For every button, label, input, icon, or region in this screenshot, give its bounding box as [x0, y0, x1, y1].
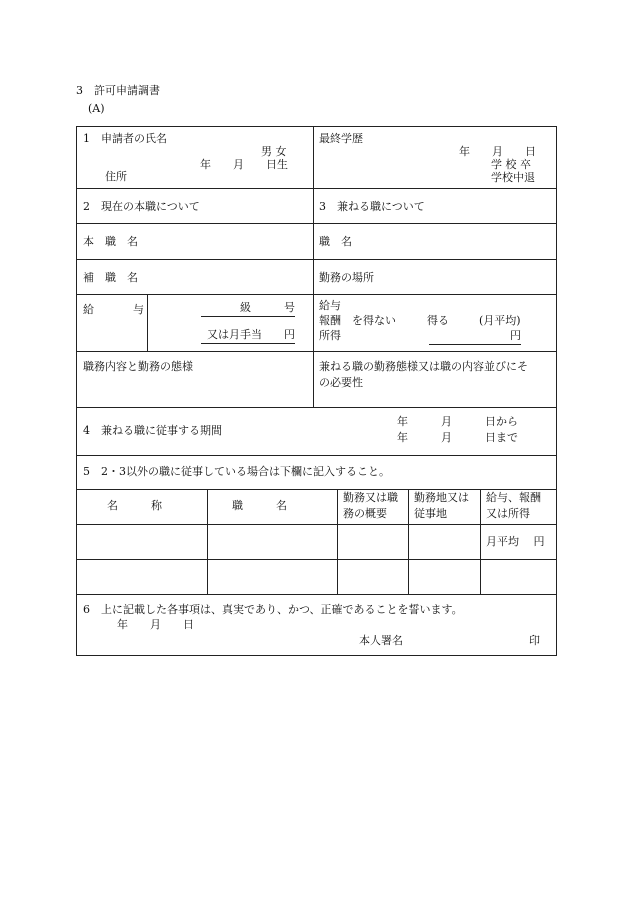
address-label: 住所 [105, 170, 127, 183]
pay-line3: 所得 [319, 329, 341, 342]
salary-label-1: 給 [83, 303, 94, 316]
concurrent-content-label-1: 兼ねる職の勤務態様又は職の内容並びにそ [319, 360, 528, 373]
period-to-date[interactable]: 年 月 日まで [397, 431, 518, 444]
current-job-label: 2 現在の本職について [83, 200, 200, 213]
col-title-header: 職 名 [232, 499, 287, 512]
concurrent-job-label: 3 兼ねる職について [319, 200, 425, 213]
row-applicant [77, 127, 556, 189]
row-salary [77, 295, 556, 352]
oath-date[interactable]: 年 月 日 [117, 618, 194, 631]
sex-options[interactable]: 男 女 [261, 145, 287, 158]
seal-mark: 印 [529, 634, 540, 647]
dropped-out-option[interactable]: 学校中退 [491, 171, 535, 184]
salary-label-2: 与 [133, 303, 144, 316]
col-name-header: 名 称 [107, 499, 162, 512]
table-row [77, 560, 556, 595]
col-pay-header-2: 又は所得 [486, 507, 530, 520]
row-job-headers [77, 189, 556, 224]
pay-line1: 給与 [319, 299, 341, 312]
col-duty-header-1: 勤務又は職 [343, 491, 398, 504]
page-header [76, 84, 160, 120]
period-label: 4 兼ねる職に従事する期間 [83, 424, 222, 437]
signature-label: 本人署名 [359, 634, 403, 647]
row-job-content [77, 352, 556, 408]
main-title-label: 本 職 名 [83, 235, 138, 248]
education-date[interactable]: 年 月 日 [459, 145, 536, 158]
other-jobs-instruction: 5 2・3以外の職に従事している場合は下欄に記入すること。 [83, 465, 390, 478]
job-content-label: 職務内容と勤務の態様 [83, 360, 193, 373]
col-pay-header-1: 給与、報酬 [486, 491, 541, 504]
monthly-average-cell[interactable]: 月平均 円 [486, 535, 545, 548]
row-main-title [77, 224, 556, 260]
page-title: 3 許可申請調書 [76, 84, 160, 97]
pay-line2-a[interactable]: 報酬 を得ない [319, 314, 396, 327]
oath-text: 6 上に記載した各事項は、真実であり、かつ、正確であることを誓います。 [83, 603, 463, 616]
period-from-date[interactable]: 年 月 日から [397, 415, 518, 428]
concurrent-content-label-2: の必要性 [319, 376, 363, 389]
row-period [77, 408, 556, 456]
row-other-jobs-header [77, 490, 556, 525]
education-label: 最終学歴 [319, 132, 363, 145]
row-other-jobs-instruction [77, 456, 556, 490]
sub-title-label: 補 職 名 [83, 271, 138, 284]
col-location-header-2: 従事地 [414, 507, 447, 520]
pay-amount-field[interactable]: 円 [429, 329, 521, 345]
graduated-option[interactable]: 学 校 卒 [491, 158, 531, 171]
col-duty-header-2: 務の概要 [343, 507, 387, 520]
job-title-label: 職 名 [319, 235, 352, 248]
row-sub-title [77, 260, 556, 295]
grade-field[interactable]: 級 号 [201, 301, 295, 317]
applicant-name-label: 1 申請者の氏名 [83, 132, 167, 145]
birth-date[interactable]: 年 月 日生 [200, 158, 288, 171]
pay-line2-b[interactable]: 得る [427, 314, 449, 327]
pay-line2-c: (月平均) [479, 314, 521, 327]
workplace-label: 勤務の場所 [319, 271, 374, 284]
col-location-header-1: 勤務地又は [414, 491, 469, 504]
table-row [77, 525, 556, 560]
monthly-allowance-field[interactable]: 又は月手当 円 [201, 328, 295, 344]
application-form [76, 126, 557, 656]
page-subtitle: (A) [88, 102, 105, 115]
row-oath [77, 595, 556, 656]
